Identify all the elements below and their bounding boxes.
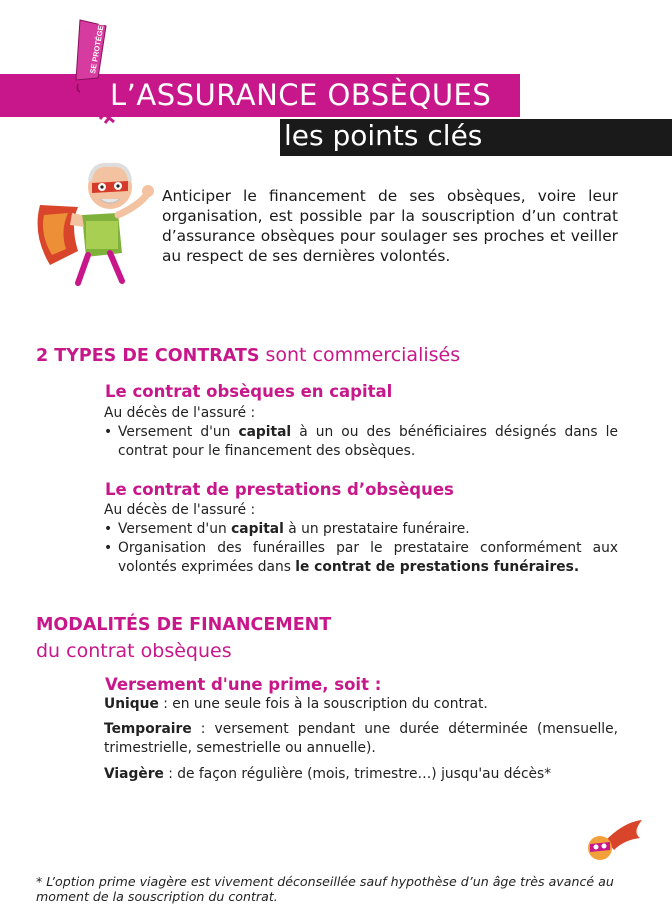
list-item: • Organisation des funérailles par le prestataire conformément aux volontés exprimées dans le contrat de prestations funéraires. [104, 539, 618, 577]
key-tag-icon [58, 18, 128, 138]
superhero-grandpa-illustration [30, 155, 160, 290]
section1-heading [36, 344, 460, 366]
section2-subtitle: Versement d'une prime, soit : [105, 675, 382, 694]
list-item: • Versement d'un capital à un prestataire funéraire. [104, 520, 618, 539]
section1-heading-light: sont commercialisés [259, 344, 461, 366]
list-item: • Versement d'un capital à un ou des bénéficiaires désignés dans le contrat pour le financement des obsèques. [104, 423, 618, 461]
contract2-lead: Au décès de l'assuré : [104, 502, 256, 518]
superhero-mascot-icon [584, 818, 644, 863]
section2-heading: MODALITÉS DE FINANCEMENT [36, 615, 332, 635]
intro-paragraph: Anticiper le financement de ses obsèques, voire leur organisation, est possible par la souscription d’un contrat d’assurance obsèques pour soulager ses proches et veiller au respect de ses dernières volontés. [162, 187, 618, 265]
tag-label: SE PROTÉGER [88, 19, 107, 75]
footnote: * L’option prime viagère est vivement déconseillée sauf hypothèse d’un âge très avancé au moment de la souscription du contrat. [36, 874, 614, 904]
contract1-title: Le contrat obsèques en capital [105, 382, 393, 401]
page-title: L’ASSURANCE OBSÈQUES [110, 78, 492, 112]
option-unique: Unique : en une seule fois à la souscription du contrat. [104, 696, 488, 712]
contract2-list [104, 520, 618, 577]
option-temporaire: Temporaire : versement pendant une durée déterminée (mensuelle, trimestrielle, semestrielle ou annuelle). [104, 721, 618, 756]
section2-subheading: du contrat obsèques [36, 640, 232, 662]
option-viagere: Viagère : de façon régulière (mois, trimestre…) jusqu'au décès* [104, 766, 552, 782]
contract1-lead: Au décès de l'assuré : [104, 405, 256, 421]
contract2-title: Le contrat de prestations d’obsèques [105, 480, 454, 499]
page-subtitle: les points clés [284, 119, 483, 152]
section1-heading-bold: 2 TYPES DE CONTRATS [36, 346, 260, 366]
contract1-list [104, 423, 618, 461]
